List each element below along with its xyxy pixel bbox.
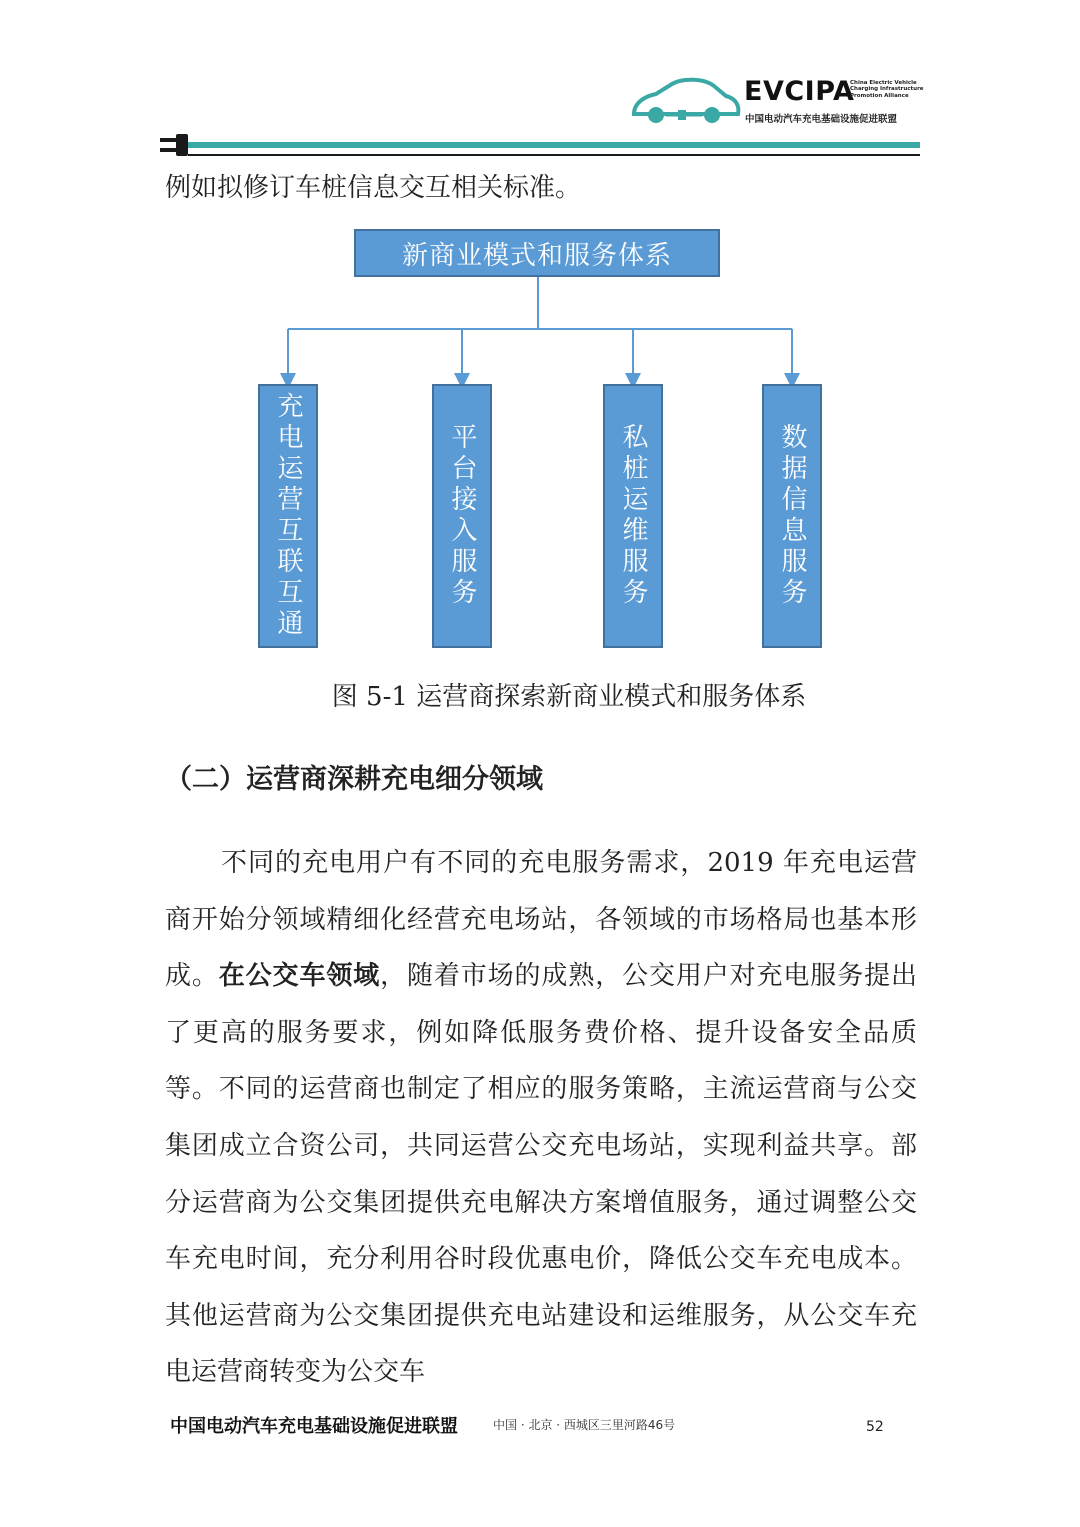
diagram-connectors: [250, 225, 840, 655]
logo-chinese-name: 中国电动汽车充电基础设施促进联盟: [745, 114, 898, 125]
body-text-part2: ，随着市场的成熟，公交用户对充电服务提出了更高的服务要求，例如降低服务费价格、提升设备安全品质等。不同的运营商也制定了相应的服务策略，主流运营商与公交集团成立合资公司，共同运营公交充电场站，实现利益共享。部分运营商为公交集团提供充电解决方案增值服务，通过调整公交车充电时间，充分利用谷时段优惠电价，降低公交车充电成本。其他运营商为公交集团提供充电站建设和运维服务，从公交车充电运营商转变为公交车: [165, 961, 917, 1388]
diagram-node-private-pile-maintenance: 私桩运维服务: [603, 384, 663, 648]
section-heading: （二）运营商深耕充电细分领域: [165, 764, 543, 795]
page-number: 52: [866, 1419, 884, 1435]
intro-text: 例如拟修订车桩信息交互相关标准。: [165, 173, 582, 203]
body-text-part1: 不同的充电用户有不同的充电服务需求，2019 年充电运营商开始分领域精细化经营充电场站，各领域的市场格局也基本形成。: [165, 848, 917, 992]
logo-name: EVCIPA: [744, 76, 855, 107]
diagram-node-data-service: 数据信息服务: [762, 384, 822, 648]
service-system-diagram: [250, 225, 840, 655]
header-plug-rule: [160, 130, 920, 160]
body-paragraph: [165, 835, 917, 1401]
diagram-node-platform-access: 平台接入服务: [432, 384, 492, 648]
footer-address: 中国 · 北京 · 西城区三里河路46号: [493, 1418, 676, 1432]
footer-organization: 中国电动汽车充电基础设施促进联盟: [170, 1416, 458, 1437]
diagram-node-interconnection: 充电运营互联互通: [258, 384, 318, 648]
diagram-root-node: 新商业模式和服务体系: [354, 229, 720, 277]
logo-subtitle: China Electric Vehicle Charging Infrastructure Promotion Alliance: [850, 80, 924, 99]
figure-caption: 图 5-1 运营商探索新商业模式和服务体系: [331, 682, 807, 712]
body-bold-phrase: 在公交车领域: [218, 961, 381, 992]
